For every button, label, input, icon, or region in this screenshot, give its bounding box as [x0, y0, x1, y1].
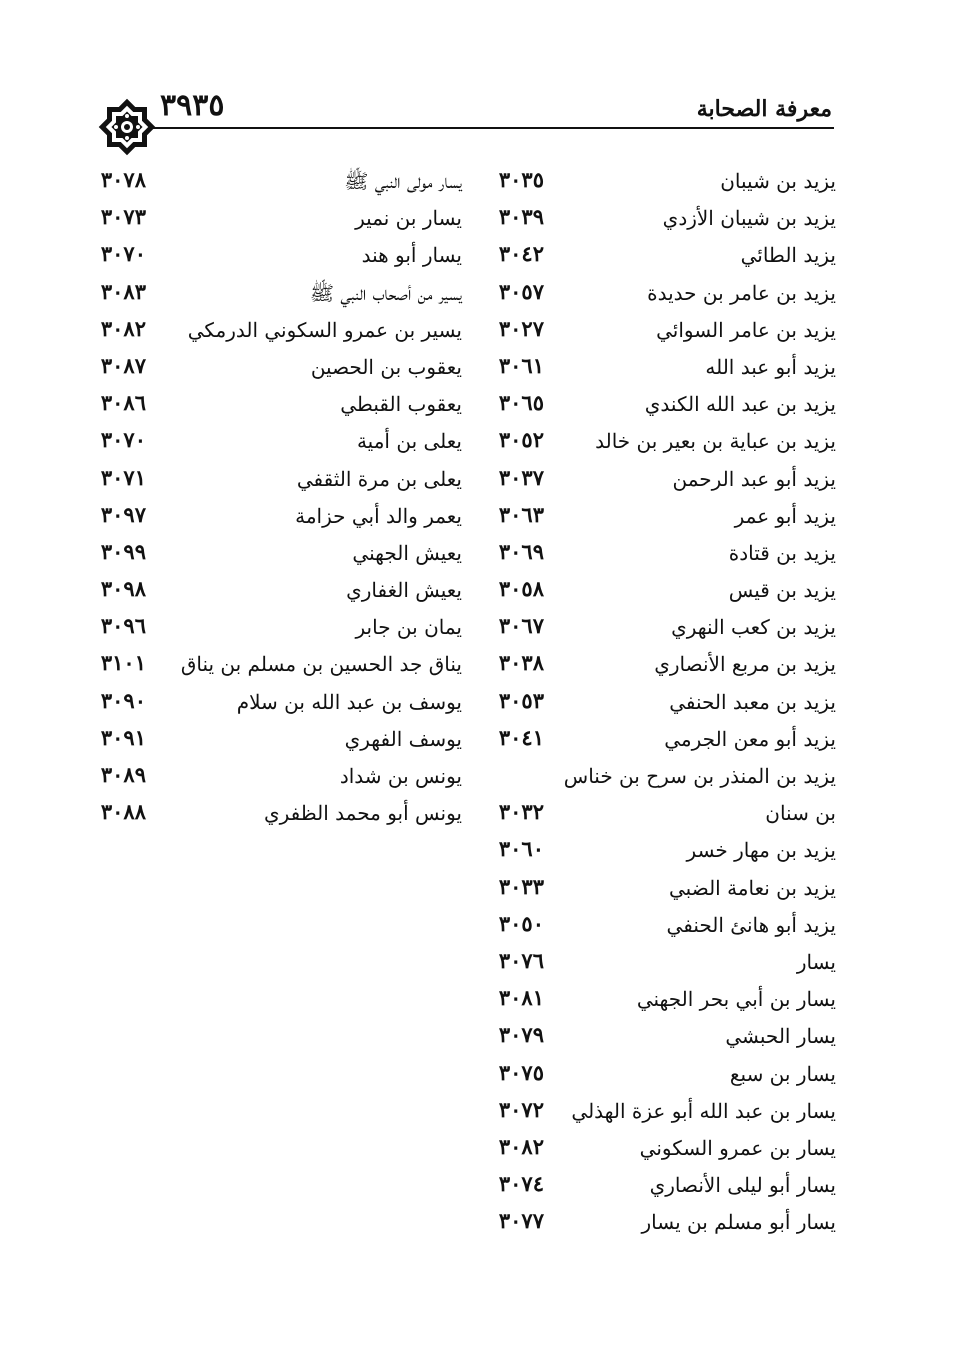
- index-entry: [90, 760, 462, 797]
- entry-name: يعلى بن أمية: [356, 429, 462, 454]
- entry-name: يزيد أبو عبد الرحمن: [672, 466, 836, 491]
- index-entry: [90, 351, 462, 388]
- entry-name: يمان بن جابر: [355, 615, 462, 640]
- index-column-right: [416, 165, 836, 1243]
- entry-name: يسار بن عبد الله أبو عزة الهذلي: [571, 1098, 836, 1123]
- index-entry: [90, 239, 462, 276]
- index-entry: [416, 872, 836, 909]
- entry-name: يزيد بن قتادة: [728, 540, 836, 565]
- entry-name: يسار بن سبع: [729, 1061, 836, 1086]
- entry-name: يزيد بن نعامة الضبي: [669, 875, 836, 900]
- entry-name: يزيد بن شيبان الأزدي: [662, 206, 836, 231]
- index-entry: [90, 277, 462, 314]
- entry-page-number: ٣٠٧٢: [498, 1096, 544, 1122]
- entry-page-number: ٣٠٨٧: [100, 352, 146, 378]
- entry-name: يسار: [796, 949, 836, 974]
- entry-name: يعقوب بن الحصين: [310, 354, 462, 379]
- entry-page-number: ٣٠٧٠: [100, 427, 146, 453]
- index-entry: [416, 500, 836, 537]
- index-entry: [416, 723, 836, 760]
- entry-page-number: ٣٠٨٩: [100, 762, 146, 787]
- index-entry: [90, 425, 462, 462]
- entry-name: يعلى بن مرة الثقفي: [296, 466, 462, 491]
- octagon-ornament-icon: [92, 92, 162, 162]
- entry-name: يزيد أبو عمر: [734, 503, 836, 528]
- entry-page-number: ٣٠٩٠: [100, 687, 146, 713]
- entry-name: يسير بن عمرو السكوني الدرمكي: [187, 317, 462, 342]
- entry-page-number: ٣٠٨٣: [100, 278, 146, 304]
- index-entry: [90, 388, 462, 425]
- entry-name: يزيد بن شيبان: [720, 169, 836, 193]
- entry-name: يعيش الجهني: [352, 540, 462, 565]
- index-entry: [90, 574, 462, 611]
- entry-name: يوسف الفهري: [344, 726, 462, 751]
- index-entry: [416, 1206, 836, 1243]
- entry-page-number: ٣٠٥٢: [498, 427, 544, 453]
- index-entry: [416, 834, 836, 871]
- index-entry: [416, 165, 836, 202]
- header-rule: [140, 127, 834, 129]
- entry-page-number: ٣٠٧٨: [100, 167, 146, 192]
- entry-page-number: ٣٠٧٦: [498, 947, 544, 973]
- entry-page-number: ٣٠٣٢: [498, 799, 544, 825]
- entry-name: يزيد بن عبد الله الكندي: [644, 392, 836, 417]
- index-entry: [416, 1169, 836, 1206]
- index-entry: [416, 1020, 836, 1057]
- index-entry: [90, 723, 462, 760]
- entry-name: يزيد بن مهار خسر: [686, 838, 836, 863]
- entry-name: يسار بن عمرو السكوني: [639, 1135, 836, 1160]
- entry-name: يسار أبو هند: [361, 243, 462, 268]
- index-entry: [416, 314, 836, 351]
- entry-page-number: ٣٠٣٨: [498, 650, 544, 676]
- entry-page-number: ٣٠٥٧: [498, 278, 544, 304]
- entry-name: يناق جد الحسين بن مسلم بن يناق: [180, 652, 462, 677]
- entry-name: يعيش الغفاري: [346, 578, 462, 603]
- entry-page-number: ٣٠٨٢: [498, 1133, 544, 1159]
- entry-page-number: ٣٠٧٤: [498, 1171, 544, 1197]
- index-entry: [90, 314, 462, 351]
- entry-name: يسار الحبشي: [725, 1024, 836, 1049]
- entry-page-number: ٣٠٣٧: [498, 464, 544, 490]
- entry-name: يزيد الطائي: [740, 243, 836, 268]
- entry-page-number: ٣٠٥٠: [498, 910, 544, 936]
- index-entry: [416, 202, 836, 239]
- entry-page-number: ٣٠٥٨: [498, 576, 544, 602]
- entry-page-number: ٣٠٧٥: [498, 1059, 544, 1085]
- entry-name: يزيد بن عباية بن بعير بن خالد: [595, 429, 836, 454]
- index-entry: [416, 611, 836, 648]
- entry-name: بن سنان: [765, 801, 836, 826]
- index-entry: [416, 1058, 836, 1095]
- entry-name: يزيد أبو هانئ الحنفي: [666, 912, 836, 937]
- entry-name: يعمر والد أبي حزامة: [295, 503, 462, 528]
- entry-page-number: ٣٠٧٧: [498, 1208, 544, 1234]
- page-number: ٣٩٣٥: [160, 88, 225, 123]
- index-entry: [416, 648, 836, 685]
- entry-page-number: ٣٠٣٩: [498, 204, 544, 230]
- entry-page-number: ٣٠٨٦: [100, 390, 146, 416]
- entry-page-number: ٣٠٢٧: [498, 315, 544, 341]
- index-entry: [416, 351, 836, 388]
- entry-name: يسار بن نمير: [355, 206, 462, 231]
- entry-page-number: ٣٠٩٧: [100, 501, 146, 527]
- entry-name: يسار مولى النبي ﷺ: [344, 169, 462, 193]
- entry-name: يسار أبو ليلى الأنصاري: [649, 1173, 836, 1198]
- index-entry: [416, 1095, 836, 1132]
- entry-page-number: ٣٠٤١: [498, 724, 544, 750]
- entry-name: يونس أبو محمد الظفري: [263, 801, 462, 826]
- entry-name: يزيد بن المنذر بن سرح بن خناس: [563, 764, 836, 788]
- entry-page-number: ٣٠٩٩: [100, 538, 146, 564]
- entry-name: يزيد بن كعب النهري: [671, 615, 836, 640]
- index-entry: [416, 574, 836, 611]
- entry-name: يونس بن شداد: [339, 764, 462, 788]
- entry-page-number: ٣٠٦٠: [498, 836, 544, 862]
- entry-page-number: ٣٠٩٦: [100, 613, 146, 639]
- entry-page-number: ٣٠٧١: [100, 464, 146, 490]
- index-entry: [90, 686, 462, 723]
- entry-page-number: ٣٠٧٠: [100, 241, 146, 267]
- index-entry: [416, 760, 836, 797]
- entry-name: يزيد بن عامر السوائي: [656, 317, 836, 342]
- entry-name: يعقوب القبطي: [340, 392, 462, 417]
- index-entry: [90, 537, 462, 574]
- entry-page-number: ٣٠٧٣: [100, 204, 146, 230]
- index-entry: [416, 463, 836, 500]
- entry-page-number: ٣٠٨٢: [100, 315, 146, 341]
- entry-name: يزيد أبو معن الجرمي: [664, 726, 836, 751]
- index-entry: [90, 463, 462, 500]
- index-entry: [416, 686, 836, 723]
- entry-page-number: ٣٠٣٥: [498, 167, 544, 192]
- entry-page-number: ٣٠٦١: [498, 352, 544, 378]
- entry-name: يسار بن أبي بحر الجهني: [636, 987, 836, 1012]
- index-entry: [90, 500, 462, 537]
- index-entry: [90, 165, 462, 202]
- index-entry: [416, 983, 836, 1020]
- entry-page-number: ٣٠٨١: [498, 985, 544, 1011]
- entry-page-number: ٣٠٩٨: [100, 576, 146, 602]
- entry-page-number: ٣٠٨٨: [100, 799, 146, 825]
- entry-name: يزيد أبو عبد الله: [705, 354, 836, 379]
- entry-name: يزيد بن قيس: [728, 578, 836, 603]
- entry-name: يوسف بن عبد الله بن سلام: [236, 689, 462, 714]
- index-entry: [416, 946, 836, 983]
- entry-name: يزيد بن مربع الأنصاري: [654, 652, 836, 677]
- index-entry: [416, 277, 836, 314]
- entry-page-number: ٣٠٦٩: [498, 538, 544, 564]
- entry-page-number: ٣٠٧٩: [498, 1022, 544, 1048]
- index-column-left: [90, 165, 462, 834]
- entry-page-number: ٣٠٩١: [100, 724, 146, 750]
- index-entry: [416, 425, 836, 462]
- index-entry: [416, 239, 836, 276]
- entry-name: يزيد بن عامر بن حديدة: [647, 280, 836, 305]
- index-entry: [416, 1132, 836, 1169]
- entry-page-number: ٣٠٤٢: [498, 241, 544, 267]
- entry-page-number: ٣١٠١: [100, 650, 146, 676]
- entry-page-number: ٣٠٦٣: [498, 501, 544, 527]
- entry-page-number: ٣٠٣٣: [498, 873, 544, 899]
- entry-page-number: ٣٠٥٣: [498, 687, 544, 713]
- entry-name: يسار أبو مسلم بن يسار: [641, 1210, 836, 1235]
- index-entry: [90, 611, 462, 648]
- index-entry: [416, 909, 836, 946]
- index-entry: [90, 797, 462, 834]
- index-entry: [90, 202, 462, 239]
- entry-name: يزيد بن معبد الحنفي: [669, 689, 836, 714]
- index-entry: [416, 388, 836, 425]
- index-entry: [90, 648, 462, 685]
- entry-name: يسير من أصحاب النبي ﷺ: [309, 280, 462, 305]
- entry-page-number: ٣٠٦٧: [498, 613, 544, 639]
- entry-page-number: ٣٠٦٥: [498, 390, 544, 416]
- index-entry: [416, 797, 836, 834]
- running-title: معرفة الصحابة: [696, 96, 832, 122]
- index-entry: [416, 537, 836, 574]
